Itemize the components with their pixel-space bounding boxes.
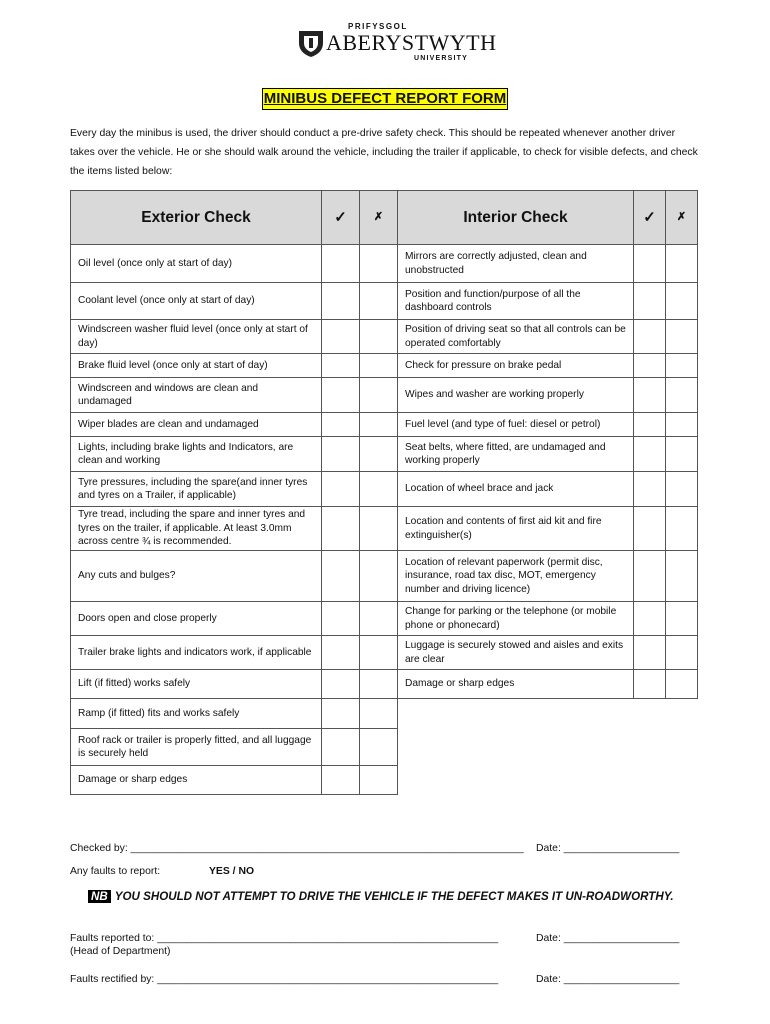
table-row (71, 699, 698, 729)
interior-item: Position of driving seat so that all controls can be operated comfortably (398, 320, 634, 354)
table-row (71, 437, 698, 472)
university-logo (296, 22, 497, 64)
interior-fail-checkbox[interactable] (666, 472, 698, 507)
exterior-fail-checkbox[interactable] (360, 283, 398, 320)
exterior-pass-checkbox[interactable] (322, 472, 360, 507)
exterior-pass-checkbox[interactable] (322, 729, 360, 766)
exterior-item: Wiper blades are clean and undamaged (71, 413, 322, 437)
table-row (71, 636, 698, 670)
head-of-department-label: (Head of Department) (70, 946, 171, 957)
exterior-fail-checkbox[interactable] (360, 766, 398, 795)
interior-item: Location of relevant paperwork (permit disc, insurance, road tax disc, MOT, emergency number and driving licence) (398, 551, 634, 602)
exterior-fail-checkbox[interactable] (360, 320, 398, 354)
interior-fail-checkbox[interactable] (666, 437, 698, 472)
exterior-item: Ramp (if fitted) fits and works safely (71, 699, 322, 729)
interior-fail-checkbox[interactable] (666, 507, 698, 551)
interior-pass-checkbox[interactable] (634, 283, 666, 320)
interior-pass-checkbox[interactable] (634, 472, 666, 507)
exterior-item: Any cuts and bulges? (71, 551, 322, 602)
exterior-item: Oil level (once only at start of day) (71, 245, 322, 283)
date-field[interactable]: Date: ____________________ (536, 974, 680, 985)
interior-item: Location and contents of first aid kit and fire extinguisher(s) (398, 507, 634, 551)
yes-no-option[interactable]: YES / NO (209, 866, 255, 877)
form-title: MINIBUS DEFECT REPORT FORM (262, 88, 508, 110)
exterior-fail-checkbox[interactable] (360, 699, 398, 729)
faults-reported-field[interactable]: Faults reported to: ___________________________________________________________ (70, 933, 499, 944)
exterior-fail-checkbox[interactable] (360, 670, 398, 699)
interior-pass-checkbox[interactable] (634, 413, 666, 437)
empty-cell (398, 729, 698, 766)
exterior-fail-checkbox[interactable] (360, 729, 398, 766)
tick-icon: ✓ (634, 191, 666, 245)
exterior-fail-checkbox[interactable] (360, 551, 398, 602)
exterior-fail-checkbox[interactable] (360, 437, 398, 472)
exterior-fail-checkbox[interactable] (360, 378, 398, 413)
table-row (71, 507, 698, 551)
empty-cell (398, 766, 698, 795)
exterior-check-header: Exterior Check (71, 191, 322, 245)
interior-item: Check for pressure on brake pedal (398, 354, 634, 378)
cross-icon: ✗ (666, 191, 698, 245)
exterior-fail-checkbox[interactable] (360, 413, 398, 437)
interior-item: Seat belts, where fitted, are undamaged and working properly (398, 437, 634, 472)
table-row (71, 245, 698, 283)
interior-pass-checkbox[interactable] (634, 551, 666, 602)
table-row (71, 551, 698, 602)
exterior-item: Brake fluid level (once only at start of day) (71, 354, 322, 378)
interior-pass-checkbox[interactable] (634, 320, 666, 354)
exterior-item: Lights, including brake lights and Indicators, are clean and working (71, 437, 322, 472)
interior-fail-checkbox[interactable] (666, 378, 698, 413)
interior-fail-checkbox[interactable] (666, 413, 698, 437)
cross-icon: ✗ (360, 191, 398, 245)
faults-rectified-field[interactable]: Faults rectified by: ___________________________________________________________ (70, 974, 499, 985)
exterior-pass-checkbox[interactable] (322, 636, 360, 670)
interior-pass-checkbox[interactable] (634, 437, 666, 472)
exterior-pass-checkbox[interactable] (322, 602, 360, 636)
interior-item: Wipes and washer are working properly (398, 378, 634, 413)
exterior-pass-checkbox[interactable] (322, 507, 360, 551)
exterior-item: Tyre pressures, including the spare(and inner tyres and tyres on a Trailer, if applicable) (71, 472, 322, 507)
interior-item: Damage or sharp edges (398, 670, 634, 699)
exterior-pass-checkbox[interactable] (322, 413, 360, 437)
exterior-pass-checkbox[interactable] (322, 378, 360, 413)
exterior-fail-checkbox[interactable] (360, 354, 398, 378)
exterior-fail-checkbox[interactable] (360, 245, 398, 283)
intro-paragraph: Every day the minibus is used, the driver should conduct a pre-drive safety check. This should be repeated whenever another driver takes over the vehicle. He or she should walk around the vehicle, including the trailer if applicable, to check for visible defects, and check the items listed below: (70, 128, 698, 177)
table-row (71, 472, 698, 507)
exterior-item: Tyre tread, including the spare and inner tyres and tyres on the trailer, if applicable. At least 3.0mm across centre ¾ is recommended. (71, 507, 322, 551)
table-row (71, 354, 698, 378)
exterior-item: Windscreen and windows are clean and undamaged (71, 378, 322, 413)
table-row (71, 413, 698, 437)
interior-pass-checkbox[interactable] (634, 245, 666, 283)
interior-item: Change for parking or the telephone (or mobile phone or phonecard) (398, 602, 634, 636)
logo-name: ABERYSTWYTH (326, 30, 497, 55)
exterior-pass-checkbox[interactable] (322, 670, 360, 699)
interior-item: Position and function/purpose of all the dashboard controls (398, 283, 634, 320)
table-row (71, 766, 698, 795)
interior-fail-checkbox[interactable] (666, 245, 698, 283)
crest-icon (296, 28, 326, 58)
interior-check-header: Interior Check (398, 191, 634, 245)
exterior-item: Windscreen washer fluid level (once only at start of day) (71, 320, 322, 354)
interior-pass-checkbox[interactable] (634, 670, 666, 699)
exterior-pass-checkbox[interactable] (322, 766, 360, 795)
logo-bottom-text: UNIVERSITY (414, 55, 469, 62)
exterior-pass-checkbox[interactable] (322, 283, 360, 320)
interior-pass-checkbox[interactable] (634, 602, 666, 636)
exterior-pass-checkbox[interactable] (322, 354, 360, 378)
interior-pass-checkbox[interactable] (634, 378, 666, 413)
table-row (71, 378, 698, 413)
interior-fail-checkbox[interactable] (666, 670, 698, 699)
exterior-item: Damage or sharp edges (71, 766, 322, 795)
interior-fail-checkbox[interactable] (666, 354, 698, 378)
empty-cell (398, 699, 698, 729)
interior-item: Luggage is securely stowed and aisles and exits are clear (398, 636, 634, 670)
exterior-fail-checkbox[interactable] (360, 602, 398, 636)
exterior-fail-checkbox[interactable] (360, 636, 398, 670)
exterior-pass-checkbox[interactable] (322, 699, 360, 729)
interior-fail-checkbox[interactable] (666, 551, 698, 602)
interior-fail-checkbox[interactable] (666, 283, 698, 320)
table-row (71, 283, 698, 320)
interior-fail-checkbox[interactable] (666, 636, 698, 670)
warning-text: YOU SHOULD NOT ATTEMPT TO DRIVE THE VEHICLE IF THE DEFECT MAKES IT UN-ROADWORTHY. (114, 890, 674, 903)
exterior-pass-checkbox[interactable] (322, 245, 360, 283)
nb-tag: NB (88, 890, 111, 903)
exterior-item: Doors open and close properly (71, 602, 322, 636)
interior-item: Mirrors are correctly adjusted, clean and unobstructed (398, 245, 634, 283)
roadworthy-warning (88, 890, 674, 903)
checked-by-field[interactable]: Checked by: ____________________________________________________________________ (70, 843, 524, 854)
date-field[interactable]: Date: ____________________ (536, 933, 680, 944)
table-row (71, 602, 698, 636)
interior-item: Fuel level (and type of fuel: diesel or petrol) (398, 413, 634, 437)
exterior-fail-checkbox[interactable] (360, 507, 398, 551)
interior-fail-checkbox[interactable] (666, 602, 698, 636)
date-field[interactable]: Date: ____________________ (536, 843, 680, 854)
table-header-row (71, 191, 698, 245)
table-row (71, 320, 698, 354)
interior-pass-checkbox[interactable] (634, 636, 666, 670)
interior-pass-checkbox[interactable] (634, 507, 666, 551)
checklist-table (70, 190, 698, 795)
interior-fail-checkbox[interactable] (666, 320, 698, 354)
table-row (71, 729, 698, 766)
exterior-pass-checkbox[interactable] (322, 437, 360, 472)
faults-label: Any faults to report: (70, 866, 161, 877)
logo-top-text: PRIFYSGOL (348, 22, 408, 31)
interior-pass-checkbox[interactable] (634, 354, 666, 378)
exterior-item: Trailer brake lights and indicators work, if applicable (71, 636, 322, 670)
exterior-pass-checkbox[interactable] (322, 320, 360, 354)
tick-icon: ✓ (322, 191, 360, 245)
exterior-item: Coolant level (once only at start of day) (71, 283, 322, 320)
table-row (71, 670, 698, 699)
exterior-pass-checkbox[interactable] (322, 551, 360, 602)
exterior-item: Lift (if fitted) works safely (71, 670, 322, 699)
interior-item: Location of wheel brace and jack (398, 472, 634, 507)
exterior-fail-checkbox[interactable] (360, 472, 398, 507)
exterior-item: Roof rack or trailer is properly fitted, and all luggage is securely held (71, 729, 322, 766)
